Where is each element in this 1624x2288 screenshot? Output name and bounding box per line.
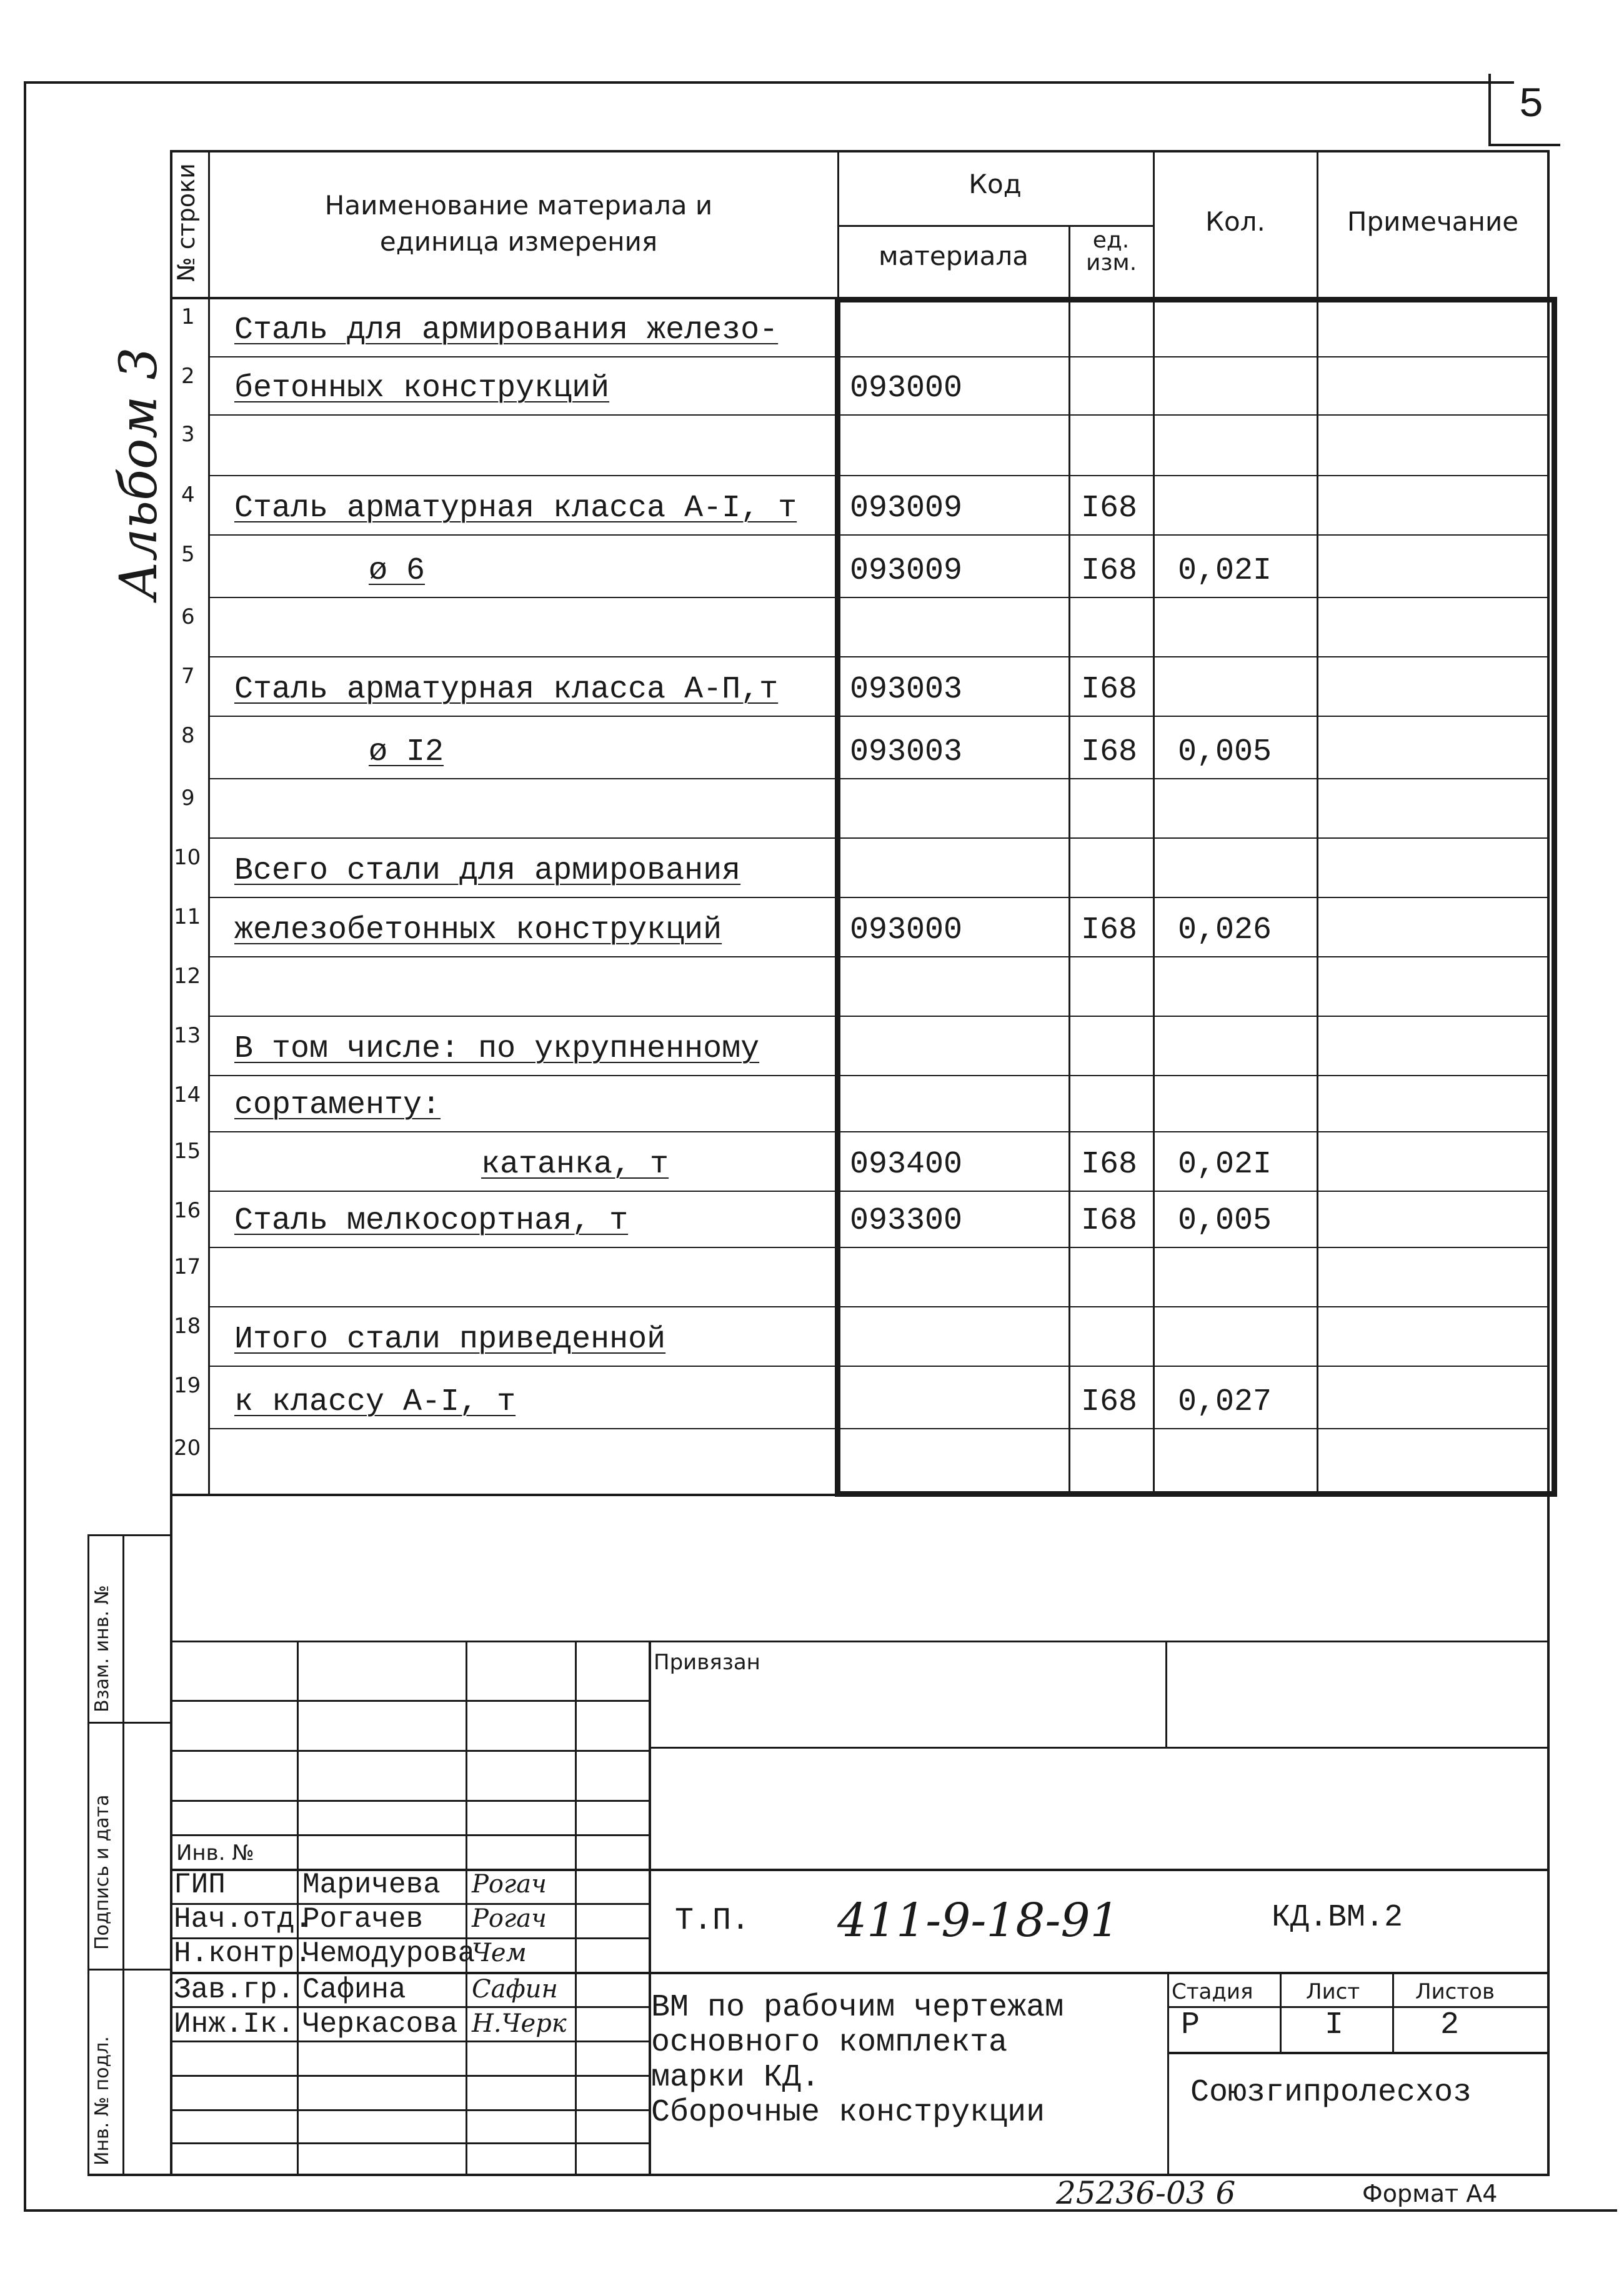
privyazan-label: Привязан [654,1650,760,1675]
doc-title-line-4: Сборочные конструкции [651,2095,1045,2131]
archive-number: 25236-03 6 [1056,2175,1236,2211]
sheets-value: 2 [1440,2007,1460,2043]
header-qty: Кол. [1205,206,1265,237]
table-rownum-divider [208,150,210,1494]
stamp-col-2 [466,1642,467,2174]
row-number: 4 [181,482,195,507]
table-row-line [208,1306,1547,1307]
table-row-line [208,475,1547,476]
stage-value-line [1167,2052,1550,2054]
stage-divider-2 [1392,1974,1394,2052]
row-number: 14 [174,1082,201,1107]
row-number: 9 [181,786,195,811]
stamp-row-d [170,1834,649,1836]
row-unit: I68 [1081,672,1138,707]
side-label-vzam: Взам. инв. № [91,1585,113,1712]
header-note: Примечание [1347,206,1519,237]
table-row-line [208,1247,1547,1248]
row-name: к классу А-I, т [234,1384,516,1420]
row-number: 3 [181,422,195,447]
row-number: 19 [174,1373,201,1398]
table-row-line [208,1131,1547,1132]
album-label: Альбом 3 [109,347,169,600]
lower-block-line-1 [170,1494,1550,1496]
table-row-line [208,1428,1547,1429]
doc-title [651,1991,1064,2131]
signer-role: ГИП [174,1869,226,1901]
row-code: 093000 [850,912,963,948]
row-qty: 0,005 [1178,734,1272,770]
stage-value: Р [1181,2007,1200,2043]
stamp-row-k [170,2075,649,2077]
row-number: 8 [181,723,195,748]
project-number: 411-9-18-91 [837,1894,1120,1947]
stamp-row-b [170,1750,649,1752]
row-unit: I68 [1081,734,1138,770]
outer-left-border [24,81,26,2209]
row-number: 5 [181,542,195,567]
row-code: 093003 [850,672,963,707]
row-qty: 0,026 [1178,912,1272,948]
table-row-line [208,837,1547,839]
row-name: сортаменту: [234,1087,441,1123]
table-row-line [208,1016,1547,1017]
stamp-row-j [170,2041,649,2042]
signer-name: Маричева [302,1869,441,1901]
row-number: 20 [174,1436,201,1461]
row-name: ø 6 [369,553,426,589]
row-code: 093009 [850,491,963,526]
signer-signature: Чем [472,1939,527,1967]
sheets-label: Листов [1415,1979,1495,2004]
row-name: катанка, т [481,1147,669,1182]
stamp-row-a [170,1700,649,1702]
signer-name: Чемодурова [302,1937,476,1970]
doc-code: КД.ВМ.2 [1272,1900,1403,1936]
page-number-box-bottom [1488,144,1560,146]
row-name: Итого стали приведенной [234,1322,666,1357]
header-row-no: № строки [172,163,200,282]
table-top-line [170,150,1550,152]
stage-header-line [1167,2006,1550,2008]
row-name: Сталь арматурная класса А-I, т [234,491,797,526]
doc-title-line-1: ВМ по рабочим чертежам [651,1990,1064,2026]
side-strip-div-1 [87,1722,172,1724]
row-name: Сталь арматурная класса А-П,т [234,672,779,707]
signer-name: Черкасова [302,2008,458,2041]
sheet-value: I [1325,2007,1344,2043]
stage-divider-1 [1280,1974,1282,2052]
privyazan-divider [1165,1642,1167,1747]
signer-name: Рогачев [302,1903,424,1936]
row-number: 10 [174,845,201,870]
row-number: 11 [174,904,201,929]
table-row-line [208,534,1547,536]
tp-label: Т.П. [675,1903,750,1939]
doc-title-line-3: марки КД. [651,2060,820,2096]
table-row-line [208,356,1547,357]
code-sub-header-line [837,225,1153,227]
row-number: 17 [174,1254,201,1279]
page-number: 5 [1518,81,1544,129]
row-name: железобетонных конструкций [234,912,722,948]
stamp-row-m [170,2142,649,2144]
row-number: 18 [174,1314,201,1339]
table-row-line [208,716,1547,717]
doc-title-line-2: основного комплекта [651,2025,1008,2061]
row-unit: I68 [1081,912,1138,948]
header-name: Наименование материала и единица измерения [324,190,713,257]
side-label-podpis: Подпись и дата [91,1794,113,1950]
stage-block-left [1167,1974,1169,2174]
signer-signature: Рогач [472,1870,547,1899]
privyazan-bottom [649,1747,1550,1749]
header-material: материала [878,241,1029,271]
table-row-line [208,1366,1547,1367]
sheet-label: Лист [1306,1979,1360,2004]
row-qty: 0,02I [1178,1147,1272,1182]
inv-no-label: Инв. № [176,1841,254,1866]
outer-bottom-border [24,2209,1617,2212]
row-code: 093400 [850,1147,963,1182]
row-name: бетонных конструкций [234,371,610,406]
side-strip-div-2 [87,1969,172,1971]
page-number-box-left [1488,74,1491,146]
signer-role: Н.контр. [174,1937,312,1970]
table-row-line [208,956,1547,957]
row-unit: I68 [1081,1384,1138,1420]
side-strip-top [87,1534,172,1536]
signer-role: Инж.Iк. [174,2008,295,2041]
row-qty: 0,005 [1178,1203,1272,1239]
row-number: 12 [174,964,201,989]
side-strip-left [87,1534,89,2175]
row-name: Всего стали для армирования [234,853,741,889]
row-number: 1 [181,304,195,329]
table-row-line [208,897,1547,898]
header-code: Код [969,169,1022,199]
stamp-row-c [170,1800,649,1802]
row-number: 2 [181,364,195,389]
table-row-line [208,656,1547,657]
signer-signature: Сафин [472,1975,558,2004]
row-unit: I68 [1081,553,1138,589]
table-row-line [208,778,1547,779]
row-name: Сталь мелкосортная, т [234,1203,629,1239]
row-number: 7 [181,664,195,689]
row-name: ø I2 [369,734,444,770]
signer-signature: Н.Черк [472,2009,567,2038]
side-label-inv-podl: Инв. № подл. [91,2036,113,2166]
organization: Союзгипролесхоз [1190,2075,1472,2111]
row-unit: I68 [1081,1147,1138,1182]
row-name: Сталь для армирования железо- [234,312,779,348]
outer-top-border [24,81,1514,84]
signer-name: Сафина [302,1974,406,2006]
table-row-line [208,414,1547,416]
signer-role: Зав.гр. [174,1974,295,2006]
stage-label: Стадия [1172,1979,1253,2004]
row-number: 16 [174,1198,201,1223]
row-code: 093000 [850,371,963,406]
row-number: 13 [174,1023,201,1048]
header-unit: ед. изм. [1086,227,1137,276]
row-qty: 0,027 [1178,1384,1272,1420]
row-qty: 0,02I [1178,553,1272,589]
signer-role: Нач.отд. [174,1903,312,1936]
stamp-top-line [649,1641,1550,1642]
signer-signature: Рогач [472,1904,547,1933]
table-row-line [208,1191,1547,1192]
format-label: Формат А4 [1362,2180,1498,2207]
row-code: 093300 [850,1203,963,1239]
row-name: В том числе: по укрупненному [234,1031,760,1067]
table-row-line [208,597,1547,598]
row-number: 6 [181,604,195,629]
table-left-line [170,150,172,2175]
table-row-line [208,1075,1547,1076]
row-code: 093009 [850,553,963,589]
row-code: 093003 [850,734,963,770]
row-unit: I68 [1081,491,1138,526]
row-unit: I68 [1081,1203,1138,1239]
stamp-col-3 [575,1642,577,2174]
stamp-row-l [170,2109,649,2111]
side-strip-bottom [87,2174,1550,2176]
row-number: 15 [174,1139,201,1164]
side-strip-right [122,1534,124,2175]
